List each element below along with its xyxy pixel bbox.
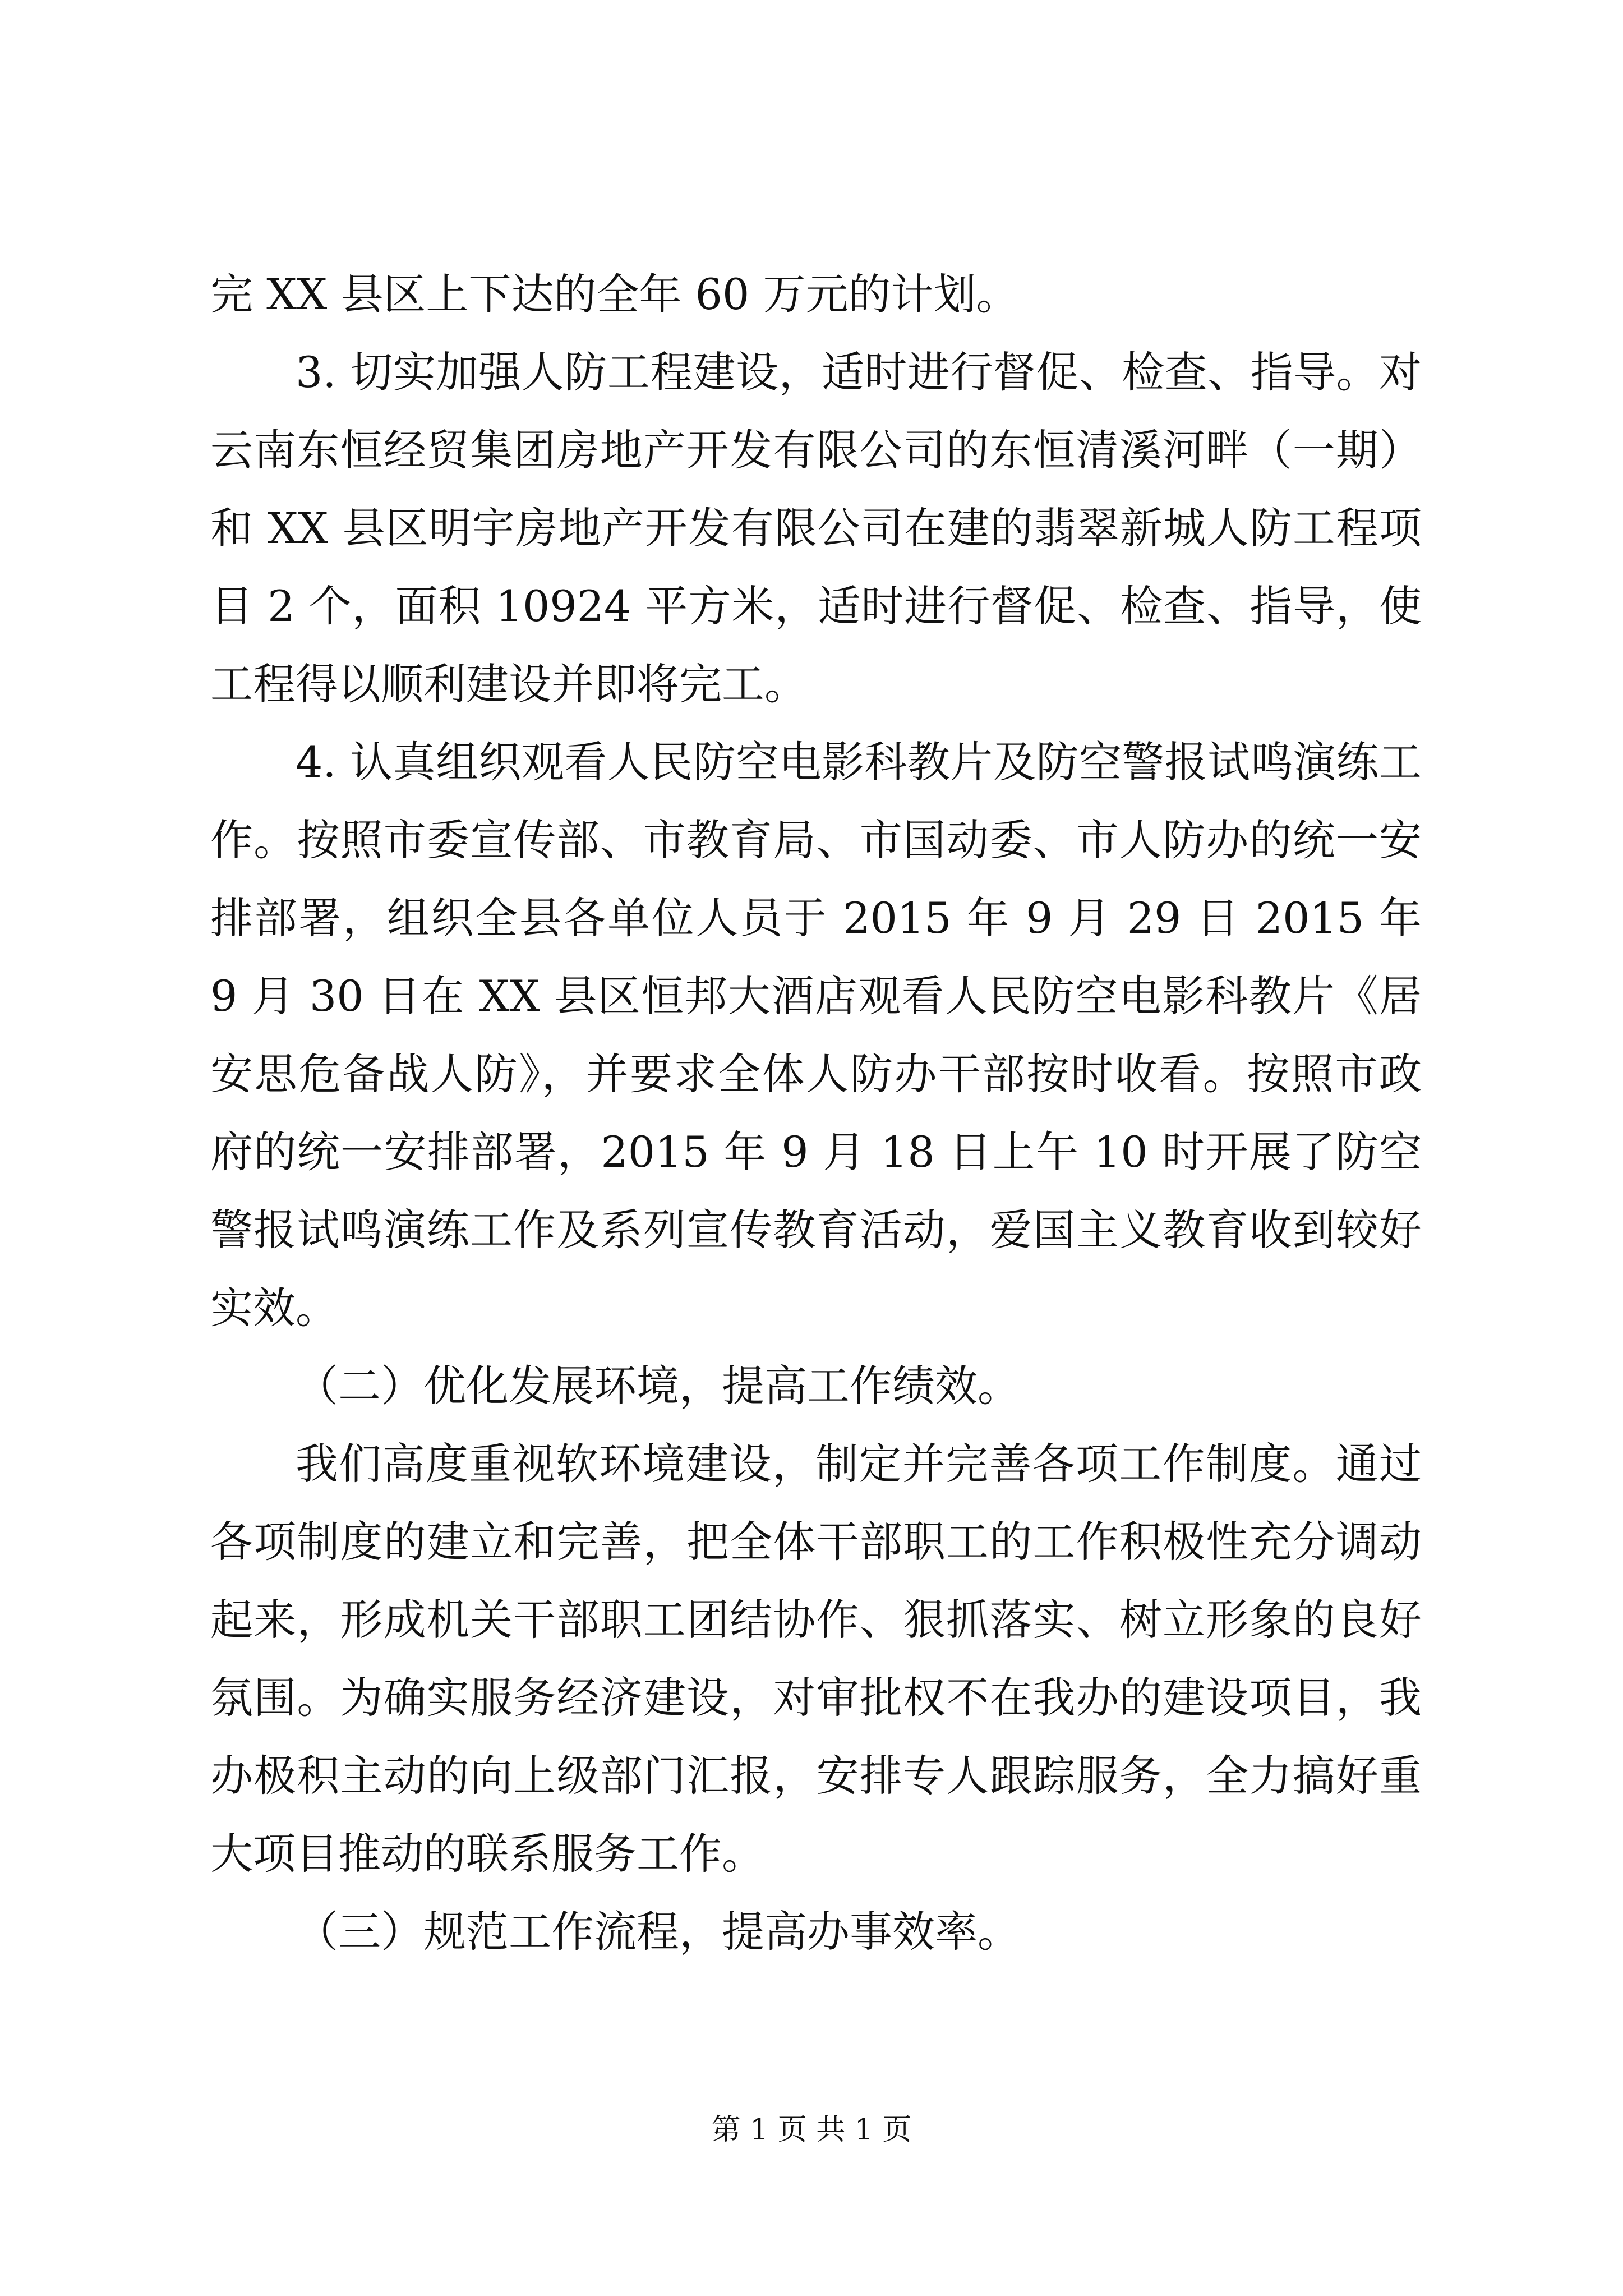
section-heading-2: （二）优化发展环境，提高工作绩效。 [296, 1361, 1020, 1411]
paragraph-item-4: 4. 认真组织观看人民防空电影科教片及防空警报试鸣演练工作。按照市委宣传部、市教育局、市国动委、市人防办的统一安排部署，组织全县各单位人员于 2015 年 9 月 29 日 2015 年 9 月 30 日在 XX 县区恒邦大酒店观看人民防空电影科教片《居安思危备战人防》，并要求全体人防办干部按时收看。按照市政府的统一安排部署，2015 年 9 月 18 日上午 10 时开展了防空警报试鸣演练工作及系列宣传教育活动，爱国主义教育收到较好实效。 [210, 737, 1422, 1333]
paragraph-item-3: 3. 切实加强人防工程建设，适时进行督促、检查、指导。对云南东恒经贸集团房地产开发有限公司的东恒清溪河畔（一期）和 XX 县区明宇房地产开发有限公司在建的翡翠新城人防工程项目 2 个，面积 10924 平方米，适时进行督促、检查、指导，使工程得以顺利建设并即将完工。 [210, 347, 1422, 709]
document-body [210, 255, 1422, 1971]
page-number-label: 第 1 页 共 1 页 [711, 2113, 912, 2147]
page-footer [0, 2112, 1623, 2148]
section-heading-3: （三）规范工作流程，提高办事效率。 [296, 1907, 1020, 1957]
paragraph-continuation: 完 XX 县区上下达的全年 60 万元的计划。 [210, 269, 1019, 319]
paragraph-environment: 我们高度重视软环境建设，制定并完善各项工作制度。通过各项制度的建立和完善，把全体干部职工的工作积极性充分调动起来，形成机关干部职工团结协作、狠抓落实、树立形象的良好氛围。为确实服务经济建设，对审批权不在我办的建设项目，我办极积主动的向上级部门汇报，安排专人跟踪服务，全力搞好重大项目推动的联系服务工作。 [210, 1439, 1422, 1879]
